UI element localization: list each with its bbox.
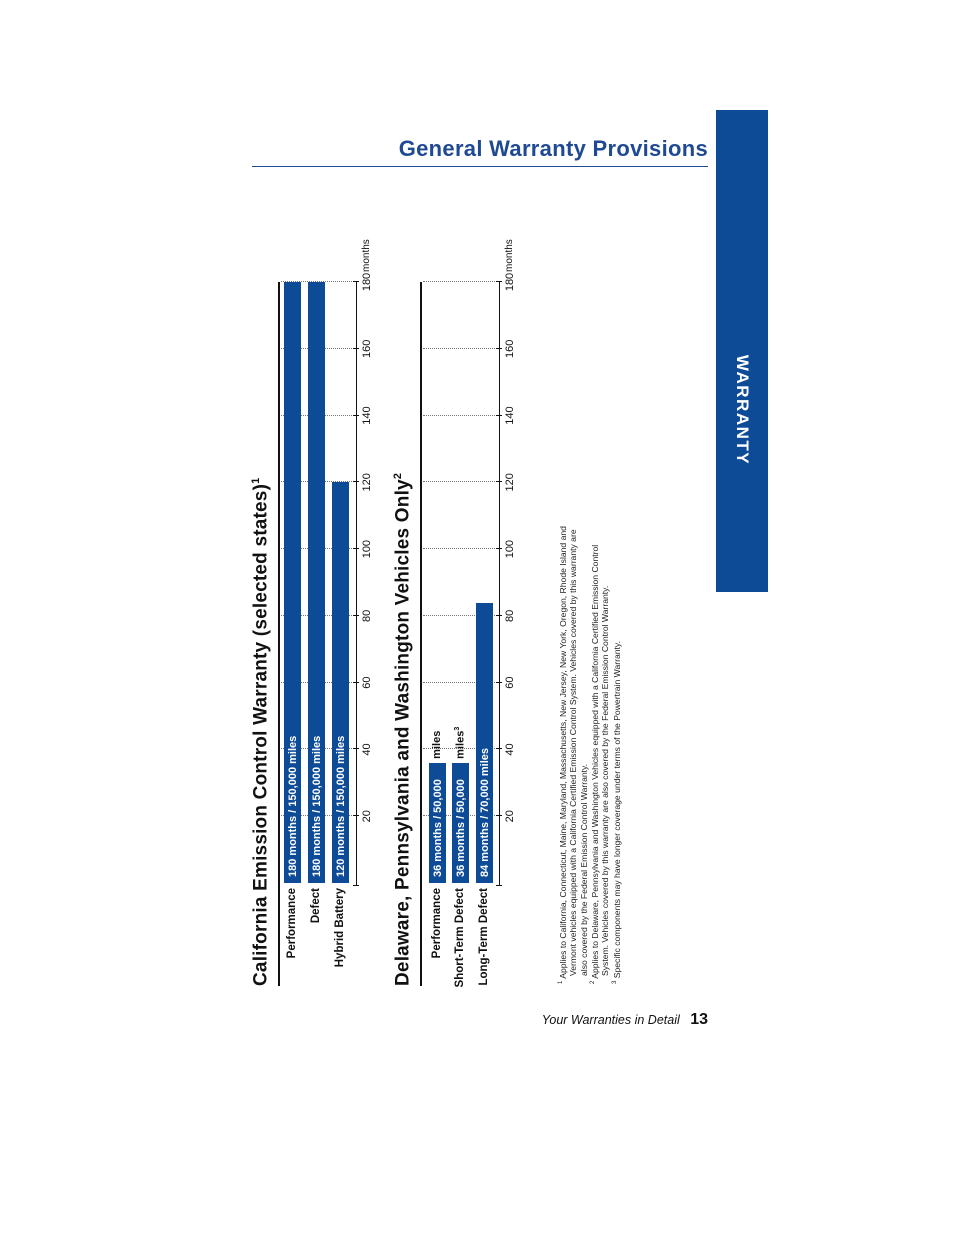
chart-title bbox=[392, 473, 414, 986]
x-tick-label: 80 bbox=[504, 609, 516, 623]
x-axis-tick bbox=[496, 885, 502, 886]
bar bbox=[284, 282, 301, 883]
side-tab-label: WARRANTY bbox=[733, 354, 752, 466]
chart-title bbox=[250, 478, 272, 986]
x-axis-tick bbox=[353, 348, 359, 349]
footnote-mark: 2 bbox=[590, 980, 597, 984]
row-label: Performance bbox=[431, 888, 443, 959]
row-label: Hybrid Battery bbox=[334, 888, 346, 968]
row-label: Defect bbox=[310, 888, 322, 924]
x-tick-label: 40 bbox=[504, 743, 516, 756]
x-axis-tick bbox=[353, 415, 359, 416]
bar-label: 36 months / 50,000 bbox=[454, 779, 467, 877]
bar-label: 120 months / 150,000 miles bbox=[334, 735, 347, 877]
chart-title-text: California Emission Control Warranty (selected states) bbox=[250, 483, 272, 986]
x-axis-tick bbox=[496, 615, 502, 616]
page-title: General Warranty Provisions bbox=[398, 136, 708, 161]
x-tick-label: 20 bbox=[504, 810, 516, 823]
x-tick-label: 100 bbox=[361, 539, 373, 559]
bar-label: 36 months / 50,000 bbox=[431, 779, 444, 877]
grid-line bbox=[423, 548, 499, 549]
chart-title-footnote: 1 bbox=[250, 477, 262, 484]
rotated-content bbox=[240, 240, 700, 1000]
bar-suffix-text: miles bbox=[431, 730, 443, 759]
x-tick-label: 160 bbox=[361, 339, 373, 358]
x-axis-tick bbox=[353, 548, 359, 549]
x-axis bbox=[356, 282, 357, 886]
bar bbox=[476, 603, 493, 883]
x-axis-tick bbox=[496, 415, 502, 416]
title-rule bbox=[278, 282, 280, 986]
bar bbox=[332, 482, 349, 883]
bar-suffix-text: miles bbox=[454, 730, 467, 759]
grid-line bbox=[423, 281, 499, 282]
bar-label: 180 months / 150,000 miles bbox=[310, 735, 323, 877]
footnote bbox=[612, 514, 622, 984]
x-axis bbox=[499, 282, 500, 886]
footnote-text: Applies to California, Connecticut, Maine, Maryland, Massachusetts, New Jersey, New York, Oregon, Rhode Island and Vermont vehicles equipped with a California Certified Emission Control System. Vehicles covered by this warranty are also covered by the Federal Emission Control Warranty. bbox=[558, 526, 589, 981]
x-axis-tick bbox=[496, 548, 502, 549]
footnote-text: Specific components may have longer coverage under terms of the Powertrain Warranty. bbox=[611, 641, 622, 981]
x-axis-tick bbox=[353, 885, 359, 886]
x-tick-label: 180 bbox=[361, 272, 373, 292]
footer-text: Your Warranties in Detail bbox=[541, 1013, 680, 1027]
x-axis-tick bbox=[496, 748, 502, 749]
footnote bbox=[558, 514, 589, 984]
x-tick-label: 60 bbox=[504, 676, 516, 689]
grid-line bbox=[423, 481, 499, 482]
bar bbox=[308, 282, 325, 883]
row-label: Short-Term Defect bbox=[454, 888, 466, 988]
x-axis-tick bbox=[353, 815, 359, 816]
x-tick-label: 160 bbox=[504, 339, 516, 358]
page-number: 13 bbox=[690, 1011, 708, 1028]
x-tick-label: 120 bbox=[361, 473, 373, 492]
title-rule bbox=[420, 282, 422, 986]
x-tick-label: 20 bbox=[361, 810, 373, 823]
x-tick-label: 80 bbox=[361, 609, 373, 623]
grid-line bbox=[423, 348, 499, 349]
footnote-text: Applies to Delaware, Pennsylvania and Washington Vehicles equipped with a California Certified Emission Control System. Vehicles covered by this warranty are also covered by the Federal Emission Control Warranty. bbox=[589, 544, 611, 981]
x-tick-label: 100 bbox=[504, 539, 516, 559]
x-axis-tick bbox=[496, 815, 502, 816]
chart-title-text: Delaware, Pennsylvania and Washington Vehicles Only bbox=[392, 479, 414, 986]
footnotes bbox=[558, 514, 623, 984]
bar bbox=[429, 763, 446, 883]
header-rule bbox=[252, 166, 708, 167]
bar bbox=[452, 763, 469, 883]
grid-line bbox=[423, 415, 499, 416]
x-axis-tick bbox=[353, 281, 359, 282]
x-axis-tick bbox=[496, 281, 502, 282]
x-tick-label: 140 bbox=[361, 406, 373, 425]
bar-suffix bbox=[431, 731, 443, 759]
x-axis-tick bbox=[353, 682, 359, 683]
row-label: Long-Term Defect bbox=[478, 888, 490, 986]
page-footer bbox=[542, 1011, 708, 1029]
x-tick-label: 40 bbox=[361, 743, 373, 756]
chart-title-footnote: 2 bbox=[392, 472, 404, 480]
bar-label: 180 months / 150,000 miles bbox=[286, 735, 299, 877]
footnote bbox=[590, 514, 611, 984]
x-tick-label: 180 bbox=[504, 272, 516, 292]
x-tick-label: 140 bbox=[504, 406, 516, 425]
bar-suffix-footnote: 3 bbox=[454, 726, 461, 731]
bar-label: 84 months / 70,000 miles bbox=[478, 747, 491, 877]
footnote-mark: 1 bbox=[558, 980, 565, 984]
row-label: Performance bbox=[286, 888, 298, 959]
x-axis-tick bbox=[353, 481, 359, 482]
x-axis-tick bbox=[496, 682, 502, 683]
x-axis-unit: months bbox=[361, 239, 372, 272]
footnote-mark: 3 bbox=[611, 980, 618, 984]
x-axis-tick bbox=[496, 481, 502, 482]
x-tick-label: 120 bbox=[504, 473, 516, 492]
x-axis-unit: months bbox=[504, 239, 515, 272]
x-axis-tick bbox=[353, 615, 359, 616]
bar-suffix bbox=[454, 727, 467, 759]
x-axis-tick bbox=[496, 348, 502, 349]
x-axis-tick bbox=[353, 748, 359, 749]
x-tick-label: 60 bbox=[361, 676, 373, 689]
side-tab[interactable] bbox=[716, 110, 768, 592]
